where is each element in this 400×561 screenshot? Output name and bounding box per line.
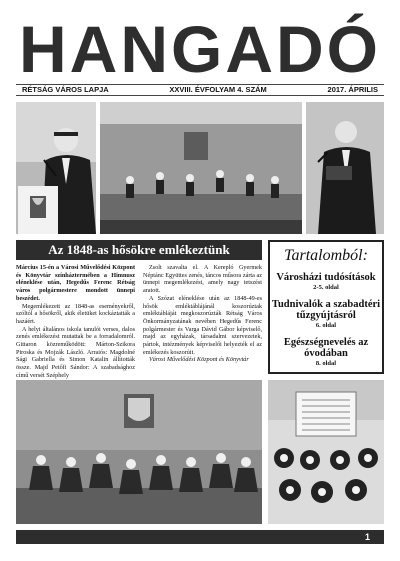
publication-subtitle: RÉTSÁG VÁROS LAPJA bbox=[22, 85, 109, 94]
contents-title: Tartalomból: bbox=[284, 247, 368, 264]
page-footer bbox=[16, 530, 384, 544]
contents-item-title: Tudnivalók a szabadtéri tűzgyújtásról bbox=[271, 299, 381, 321]
newspaper-title: HANGADÓ bbox=[19, 12, 381, 86]
article-paragraph: Zsolt szavalta el. A Kerepló Gyermek Néptánc Együttes zenés, táncos műsora zárta az ünnepi megemlékezést, amely nagy tetszést aratott. bbox=[143, 264, 262, 295]
contents-item-title: Városházi tudósítások bbox=[276, 272, 376, 283]
contents-item[interactable] bbox=[270, 299, 382, 330]
article-paragraph: A Szózat eléneklése után az 1848-49-es hősök emléktáblájánál koszorúztak emléktábláját megkoszorúzták Rétság Város Önkormányzatának nevében Hegedűs Ferenc polgármester és Varga Dávid Gábor képviselő, majd az egyházak, társadalmi szervezetek, pártok, intézmények képviselői helyezték el az emlékezés koszorúit. bbox=[143, 294, 262, 356]
article-credit: Városi Művelődési Központ és Könyvtár bbox=[149, 356, 249, 364]
contents-item-page: 8. oldal bbox=[315, 360, 337, 367]
photo-mayor-speech bbox=[16, 102, 96, 234]
photo-folk-dancers-stage bbox=[100, 102, 302, 234]
article-lead: Március 15-én a Városi Művelődési Központ és Könyvtár színháztermében a Himnusz eléneklése után, Hegedűs Ferenc Rétság város polgármestere mondott ünnepi beszédet. bbox=[16, 264, 135, 302]
article-headline: Az 1848-as hősökre emlékeztünk bbox=[16, 240, 262, 260]
contents-item[interactable] bbox=[270, 337, 382, 368]
contents-item[interactable] bbox=[270, 272, 382, 292]
contents-item-page: 6. oldal bbox=[315, 322, 337, 329]
contents-item-title: Egészségnevelés az óvodában bbox=[283, 337, 369, 359]
article-paragraph: A helyi általános iskola tanulói verses, dalos zenés emlékezést mutattak be a forradalomról. Gittaron közreműködött: Márton-Szikora Piroska és Mojzák László. Arraiós: Magdolné Sági Gabriella és Simon Katalin állították össze. Majd Petőfi Sándor: A szabadsághoz című versét Széphely bbox=[16, 325, 135, 379]
volume-issue: XXVIII. ÉVFOLYAM 4. SZÁM bbox=[169, 85, 267, 94]
photo-children-dancing bbox=[16, 380, 262, 524]
article-column-1 bbox=[16, 264, 135, 384]
photo-memorial-wreaths bbox=[268, 380, 384, 524]
article-column-2 bbox=[143, 264, 262, 384]
article-paragraph: Megemlékezett az 1848-as eseményekről, szóltól a hősökről, akik életüket kockáztatták a hazáért. bbox=[16, 302, 135, 325]
photo-speaker-podium bbox=[306, 102, 384, 234]
issue-date: 2017. ÁPRILIS bbox=[327, 85, 378, 94]
article-body bbox=[16, 264, 262, 384]
masthead bbox=[16, 14, 384, 86]
contents-item-page: 2-5. oldal bbox=[313, 284, 339, 291]
page-number: 1 bbox=[364, 532, 370, 542]
contents-box bbox=[268, 240, 384, 374]
issue-info-bar bbox=[16, 84, 384, 96]
